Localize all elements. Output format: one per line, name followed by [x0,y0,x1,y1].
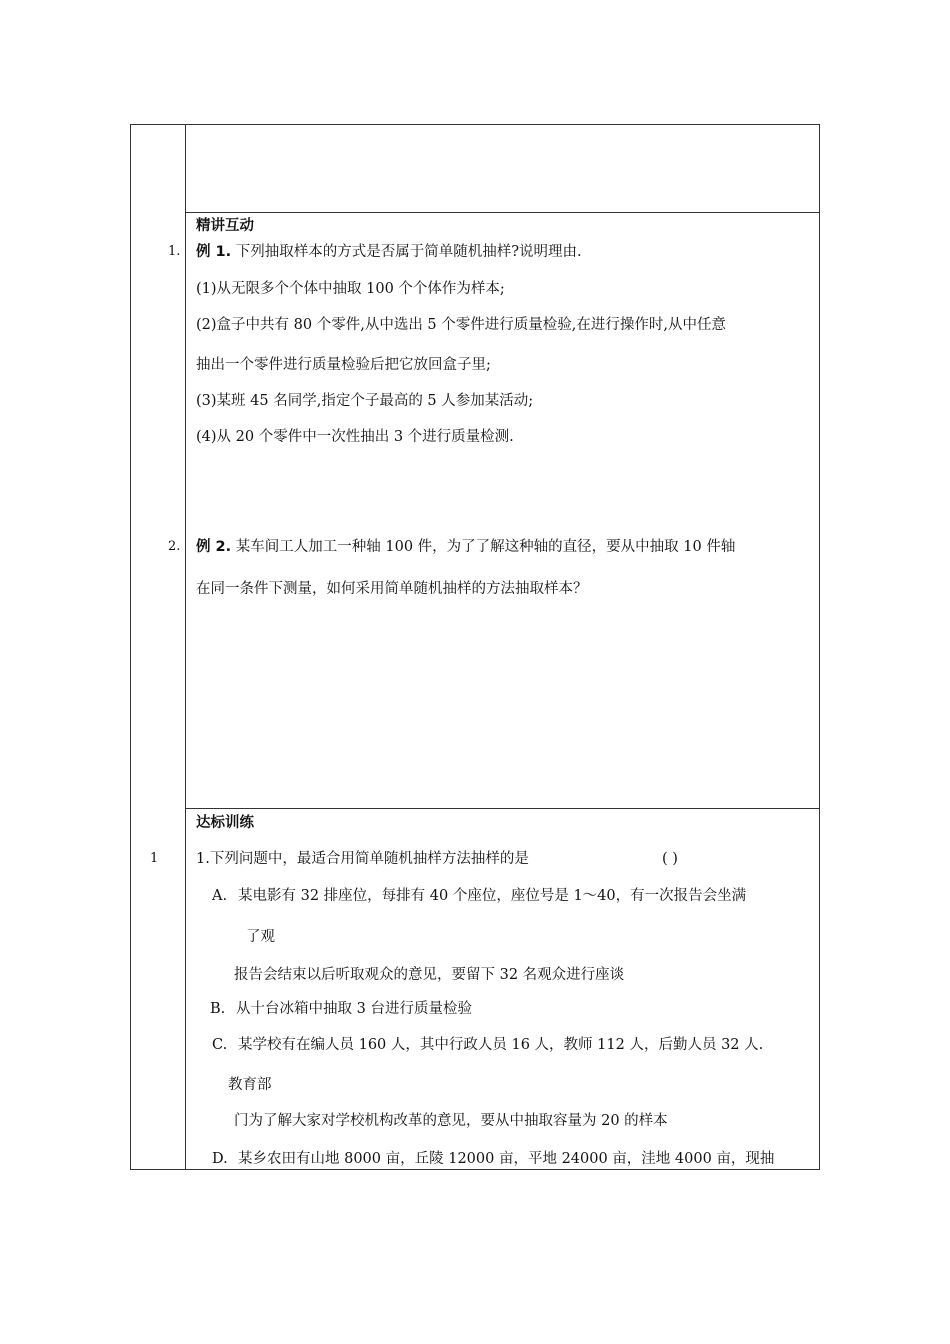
option-a-line-2: 了观 [246,929,275,945]
option-c-line-1: 某学校有在编人员 160 人，其中行政人员 16 人，教师 112 人，后勤人员 32 人. [238,1037,764,1053]
option-a-line-1: 某电影有 32 排座位，每排有 40 个座位，座位号是 1～40，有一次报告会坐满 [238,888,747,904]
option-d-line-1: 某乡农田有山地 8000 亩，丘陵 12000 亩，平地 24000 亩，洼地 4000 亩，现抽 [238,1151,775,1167]
example-1-label: 例 1. [196,244,232,260]
option-c-line-2: 教育部 [228,1077,272,1093]
example-1-item-1: (1)从无限多个个体中抽取 100 个个体作为样本; [196,281,505,297]
section-heading-interactive: 精讲互动 [196,218,254,234]
row-divider-1 [185,212,820,213]
option-b-label: B. [210,1001,226,1017]
example-2-line-2: 在同一条件下测量，如何采用简单随机抽样的方法抽取样本？ [196,581,588,597]
row-divider-2 [185,808,820,809]
example-1-item-2: (2)盒子中共有 80 个零件,从中选出 5 个零件进行质量检验,在进行操作时,从中任意 [196,317,726,333]
example-1-text: 下列抽取样本的方式是否属于简单随机抽样?说明理由. [235,244,582,260]
option-c-label: C. [212,1037,228,1053]
option-b-line-1: 从十台冰箱中抽取 3 台进行质量检验 [236,1001,472,1017]
option-c-line-3: 门为了解大家对学校机构改革的意见，要从中抽取容量为 20 的样本 [234,1113,668,1129]
example-2-label: 例 2. [196,539,232,555]
option-a-line-3: 报告会结束以后听取观众的意见，要留下 32 名观众进行座谈 [234,967,625,983]
example-1-item-4: (4)从 20 个零件中一次性抽出 3 个进行质量检测. [196,429,514,445]
example-2-text: 某车间工人加工一种轴 100 件，为了了解这种轴的直径，要从中抽取 10 件轴 [235,539,736,555]
answer-parentheses: ( ) [662,851,678,867]
option-a-label: A. [212,888,228,904]
example-1-item-2-cont: 抽出一个零件进行质量检验后把它放回盒子里; [196,357,491,373]
row-number-1: 1. [168,244,181,259]
practice-row-number: 1 [150,851,159,866]
section-heading-practice: 达标训练 [196,815,254,831]
row-number-2: 2. [168,539,181,554]
option-d-label: D. [212,1151,228,1167]
example-2-line-1 [196,538,735,556]
column-divider [185,124,186,1170]
question-1: 1.下列问题中，最适合用简单随机抽样方法抽样的是 [196,851,529,867]
example-1-item-3: (3)某班 45 名同学,指定个子最高的 5 人参加某活动; [196,393,534,409]
example-1-title [196,243,582,261]
